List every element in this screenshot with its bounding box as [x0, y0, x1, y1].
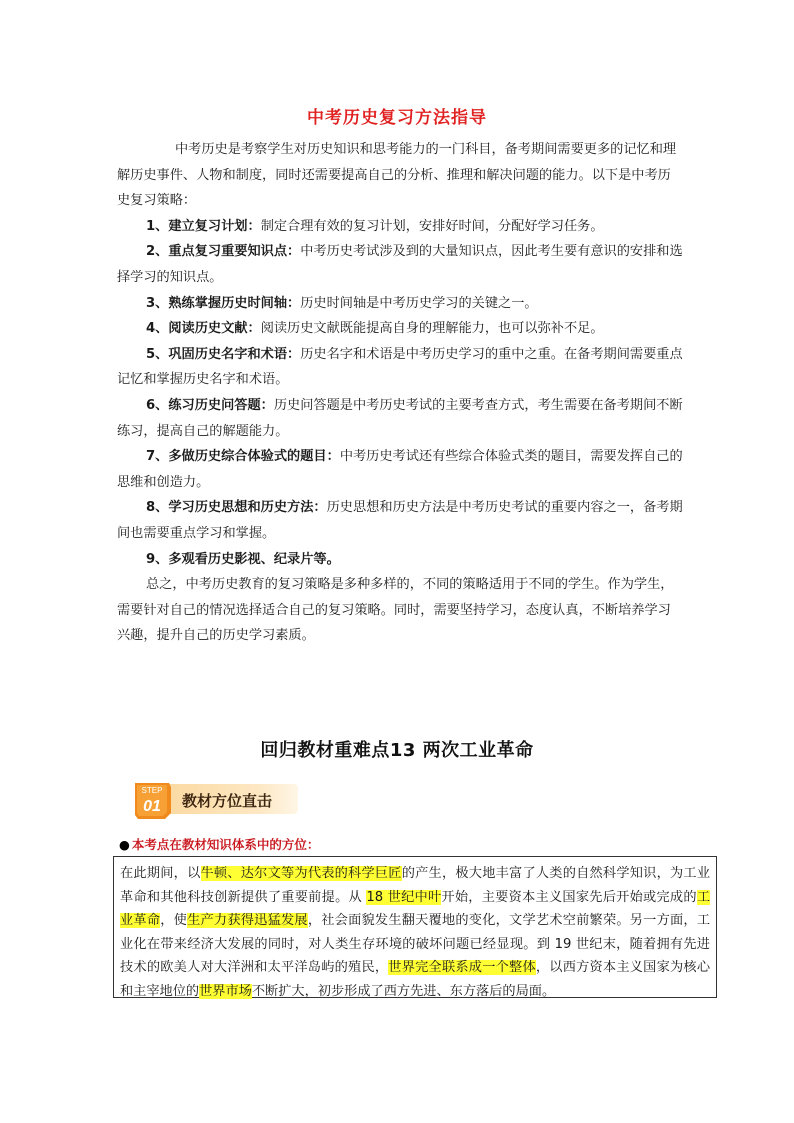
highlighted-phrase: 工业革命: [120, 889, 710, 929]
strategy-item-heading: 3、熟练掌握历史时间轴：: [146, 295, 301, 311]
strategy-item: [117, 316, 683, 342]
step-word: STEP: [141, 786, 163, 795]
strategy-item-text: 历史思想和历史方法是中考历史考试的重要内容之一，备考期间也需要重点学习和掌握。: [117, 500, 683, 541]
strategy-item: [117, 444, 683, 495]
strategy-item-text: 历史问答题是中考历史考试的主要考查方式，考生需要在备考期间不断练习，提高自己的解题能力。: [117, 397, 683, 439]
strategy-item-text: 中考历史考试涉及到的大量知识点，因此考生要有意识的安排和选择学习的知识点。: [117, 244, 683, 285]
strategy-item-text: 制定合理有效的复习计划，安排好时间，分配好学习任务。: [260, 218, 604, 234]
strategy-item-heading: 8、学习历史思想和历史方法：: [146, 500, 327, 516]
bullet-dot-icon: ●: [119, 837, 130, 852]
strategy-item: [117, 393, 683, 444]
step-banner: [160, 784, 298, 814]
strategy-item-heading: 5、巩固历史名字和术语：: [146, 346, 301, 362]
textbook-context-box: [113, 856, 717, 998]
strategy-item: [117, 291, 683, 317]
section-title: 回归教材重难点13 两次工业革命: [260, 740, 534, 761]
strategy-item-text: 历史名字和术语是中考历史学习的重中之重。在备考期间需要重点记忆和掌握历史名字和术语。: [117, 346, 683, 388]
strategy-item: [117, 547, 683, 573]
box-text: 的产生，极大地丰富了人类的自然科学知识，为工业革命和其他科技创新提供了重要前提。从: [120, 866, 711, 905]
highlighted-phrase: 世界完全联系成一个整体: [388, 960, 536, 976]
strategy-item-heading: 9、多观看历史影视、纪录片等。: [146, 551, 340, 567]
box-text: 在此期间，以: [120, 866, 201, 881]
strategy-item: [117, 239, 683, 290]
strategy-item: [117, 342, 683, 393]
strategy-item-heading: 2、重点复习重要知识点：: [146, 244, 301, 260]
strategy-item-heading: 7、多做历史综合体验式的题目：: [146, 449, 340, 465]
box-text: 不断扩大，初步形成了西方先进、东方落后的局面。: [251, 983, 556, 999]
guide-closing: 总之，中考历史教育的复习策略是多种多样的，不同的策略适用于不同的学生。作为学生，需要针对自己的情况选择适合自己的复习策略。同时，需要坚持学习，态度认真，不断培养学习兴趣，提升自己的历史学习素质。: [117, 577, 674, 644]
strategy-item: [117, 214, 683, 240]
highlighted-phrase: 生产力获得迅猛发展: [187, 913, 308, 929]
highlighted-phrase: 世界市场: [199, 983, 252, 999]
step-number: 01: [143, 798, 161, 815]
strategy-item-heading: 6、练习历史问答题：: [146, 397, 274, 413]
strategy-item-text: 中考历史考试还有些综合体验式类的题目，需要发挥自己的思维和创造力。: [117, 449, 683, 490]
guide-body: [117, 137, 683, 649]
step-label: 教材方位直击: [182, 792, 273, 810]
bullet-text: 本考点在教材知识体系中的方位：: [131, 837, 320, 852]
page-title: 中考历史复习方法指导: [307, 108, 487, 128]
strategy-list: [117, 214, 683, 572]
guide-intro: 中考历史是考察学生对历史知识和思考能力的一门科目，备考期间需要更多的记忆和理解历史事件、人物和制度，同时还需要提高自己的分析、推理和解决问题的能力。以下是中考历史复习策略：: [117, 142, 677, 209]
strategy-item-heading: 1、建立复习计划：: [146, 218, 261, 234]
highlighted-phrase: 18 世纪中叶: [366, 889, 442, 905]
strategy-item-text: 历史时间轴是中考历史学习的关键之一。: [300, 295, 538, 311]
highlighted-phrase: 牛顿、达尔文等为代表的科学巨匠: [200, 866, 402, 881]
box-text: ，社会面貌发生翻天覆地的变化，文学艺术空前繁荣。另一方面，工业化在带来经济大发展的同时，对人类生存环境的破坏问题已经显现。到 19 世纪末，随着拥有先进技术的欧美人对大洋洲和太平洋岛屿的殖民，: [120, 913, 711, 976]
bullet-line: [119, 835, 319, 853]
strategy-item-heading: 4、阅读历史文献：: [146, 321, 261, 337]
step-badge-icon: [132, 779, 174, 821]
strategy-item-text: 阅读历史文献既能提高自身的理解能力，也可以弥补不足。: [260, 321, 604, 337]
box-text: ，以西方资本主义国家为核心和主宰地位的: [120, 960, 711, 999]
box-text: 开始，主要资本主义国家先后开始或完成的: [441, 889, 697, 905]
box-text: ，使: [160, 913, 188, 929]
strategy-item: [117, 495, 683, 546]
